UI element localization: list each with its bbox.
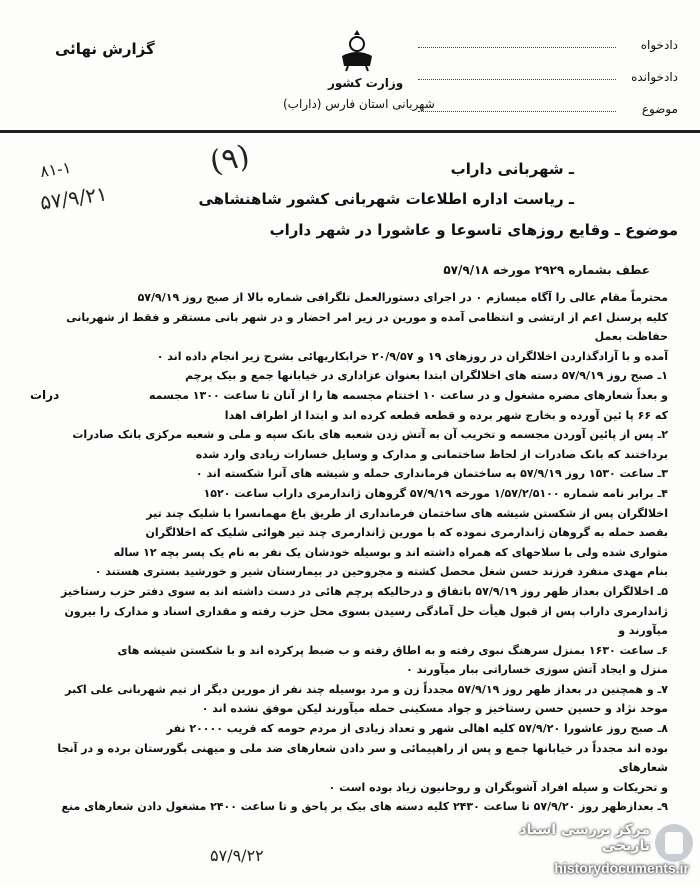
recipient-line: ـ شهربانی داراب [450, 160, 574, 178]
ministry-name: وزارت کشور [328, 76, 404, 90]
body-line: ۴ـ برابر نامه شماره ۱/۵۷/۲/۵۱۰۰ مورخه ۵۷/۹/۱۹ گروهان ژاندارمری داراب ساعت ۱۵۲۰ [203, 486, 668, 500]
plaintiff-field [418, 38, 678, 52]
lion-and-sun-emblem [334, 26, 380, 72]
subject-line-text: موضوع ـ وقایع روزهای تاسوعا و عاشورا در شهر داراب [269, 221, 678, 239]
report-body [40, 288, 668, 817]
subject-label: موضوع [641, 102, 678, 116]
defendant-field [418, 70, 678, 84]
body-line: ۱ـ صبح روز ۵۷/۹/۱۹ دسته های اخلالگران ابتدا بعنوان عزاداری در خیابانها جمع و بیک پرچم [185, 369, 668, 383]
body-line: متواری شده ولی با سلاحهای که همراه داشته اند و بوسیله خودشان یک نفر به نام یک پسر بچه ۱۲ ساله [113, 545, 668, 559]
body-line: ژاندارمری داراب پس از قبول هیأت حل آمادگی رسیدن بسوی محل حزب رفته و مقداری اسناد و مدارک را بیرون میآورند و [64, 604, 668, 638]
body-line: ۸ـ صبح روز عاشورا ۵۷/۹/۲۰ کلیه اهالی شهر و تعداد زیادی از مردم حومه که قریب ۲۰۰۰۰ نفر [166, 722, 668, 736]
body-line: و بعداً شعارهای مضره مشغول و در ساعت ۱۰ اختتام مجسمه ها را از آنان تا ساعت ۱۳۰۰ مجسمه [148, 388, 668, 402]
body-line: منزل و ایجاد آتش سوزی خساراتی ببار میآورند ۰ [406, 663, 668, 677]
defendant-line [418, 79, 616, 80]
reference-line: عطف بشماره ۲۹۲۹ مورخه ۵۷/۹/۱۸ [443, 263, 650, 277]
body-line: بنام مهدی منفرد فرزند حسن شغل محصل کشته و مجروحین در بیمارستان شیر و خورشید بستری هستند ۰ [94, 565, 668, 579]
handwritten-circled-number: (۹) [207, 138, 253, 181]
body-line: ۲ـ پس از پائین آوردن مجسمه و تخریب آن به آتش زدن شعبه های بانک سپه و ملی و شعبه مرکزی بانک صادرات [72, 428, 668, 442]
report-title: گزارش نهائی [55, 40, 155, 58]
body-line: که ۶۶ پا ئین آورده و بخارج شهر برده و قطعه قطعه کرده اند و ابتدا از اطراف اهدا [224, 408, 668, 422]
handwritten-bottom-date: ۵۷/۹/۲۲ [210, 846, 264, 865]
body-line: بقصد حمله به گروهان ژاندارمری نموده که با مورین ژاندارمری چند تیر هوائی شلیک که اخلالگران [145, 526, 668, 540]
plaintiff-line [418, 47, 616, 48]
body-line: برداختند که بانک صادرات از لحاظ ساختمانی و مدارک و وسایل خسارات زیادی وارد شده [195, 447, 668, 461]
watermark-fa-text: مرکز بررسی اسناد تاریخی [519, 822, 650, 854]
header-divider [0, 130, 700, 133]
archive-logo-icon [655, 824, 693, 862]
archive-watermark [505, 818, 695, 884]
body-line: بوده اند مجدداً در خیابانها جمع و پس از راهپیمائی و سر دادن شعارهای ضد ملی و میهنی بگورستان برده و در آنجا شعارهای [57, 741, 668, 775]
body-line: و تحریکات و سیله افراد آشوبگران و روحانیون زیاد بوده است ۰ [328, 780, 668, 794]
subject-line [418, 111, 616, 112]
body-line: آمده و با آزادگذاردن اخلالگران در روزهای ۱۹ و ۲۰/۹/۵۷ خرابکاریهائی بشرح زیر انجام داده اند ۰ [156, 349, 668, 363]
handwritten-date: ۵۷/۹/۲۱ [38, 181, 109, 215]
body-line: محترماً مقام عالی را آگاه میسازم ۰ در اجرای دستورالعمل تلگرافی شماره بالا از صبح روز ۵۷/۹/۱۹ [137, 291, 668, 304]
handwritten-number: ۸۱-۱ [38, 157, 73, 182]
body-line: ۹ـ بعدازظهر روز ۵۷/۹/۲۰ تا ساعت ۲۴۳۰ کلیه دسته های بیک بر پاحق و تا ساعت ۲۴۰۰ مشغول دادن شعارهای منع [61, 800, 668, 814]
body-line: ۶ـ ساعت ۱۶۳۰ بمنزل سرهنگ نبوی رفته و به اطاق رفته و ب ضبط پرکرده اند و با شکستن شیشه های [117, 643, 668, 657]
margin-note: درات [30, 388, 60, 402]
municipality-name: شهربانی استان فارس (داراب) [283, 97, 435, 111]
body-line: موحد نژاد و حسین حسن رستاخیز و جواد مسکینی حمله میآورند لیکن موفق نشده اند ۰ [201, 702, 668, 716]
body-line: ۳ـ ساعت ۱۵۳۰ روز ۵۷/۹/۱۹ به ساختمان فرمانداری حمله و شیشه های آنرا شکسته اند ۰ [195, 467, 668, 481]
body-line: ۵ـ اخلالگران بعداز ظهر روز ۵۷/۹/۱۹ باتفاق و درحالیکه پرچم هائی در دست داشته اند به سوی دفتر حزب رستاخیز [61, 584, 668, 598]
subject-field [418, 102, 678, 116]
body-line: ۷ـ و همچنین در بعداز ظهر روز ۵۷/۹/۱۹ مجدداً زن و مرد بوسیله چند نفر از مورین دیگر از تیم شهربانی علی اکبر [65, 682, 668, 696]
watermark-en-text: historydocuments.ir [554, 860, 689, 876]
recipient-line-2: ـ ریاست اداره اطلاعات شهربانی کشور شاهنشاهی [198, 190, 574, 208]
body-line: کلیه پرسنل اعم از ارتشی و انتظامی آمده و مورین در زیر امر احضار و در شهر بانی مستقر و فقط از شهربانی حفاظت بعمل [66, 310, 668, 344]
body-line: اخلالگران پس از شکستن شیشه های ساختمان فرمانداری از طریق باغ مهمانسرا با شلیک چند تیر [146, 506, 668, 520]
defendant-label: دادخوانده [631, 70, 678, 84]
plaintiff-label: دادخواه [640, 38, 678, 52]
